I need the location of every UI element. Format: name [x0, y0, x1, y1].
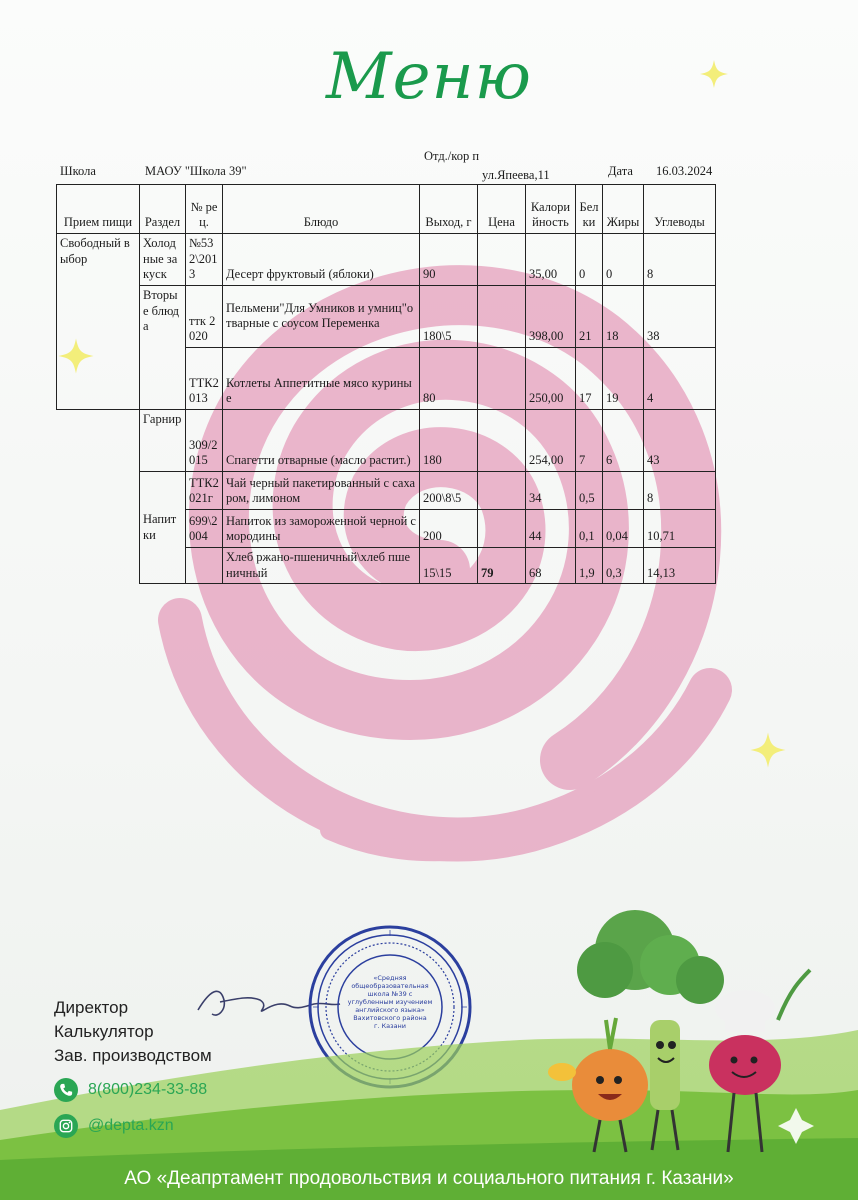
- fat-cell: 18: [603, 285, 644, 347]
- svg-text:английского языка»: английского языка»: [355, 1006, 425, 1014]
- recipe-cell: №532\2013: [186, 234, 223, 286]
- kcal-cell: 35,00: [526, 234, 576, 286]
- kcal-cell: 254,00: [526, 409, 576, 471]
- price-cell: [478, 285, 526, 347]
- calculator-label: Калькулятор: [54, 1022, 154, 1041]
- fat-cell: 19: [603, 347, 644, 409]
- section-cell: Вторые блюда: [140, 285, 186, 409]
- kcal-cell: 68: [526, 547, 576, 583]
- column-header: Углеводы: [644, 185, 716, 234]
- protein-cell: 17: [576, 347, 603, 409]
- school-label: Школа: [60, 164, 96, 178]
- kcal-cell: 398,00: [526, 285, 576, 347]
- column-header: Раздел: [140, 185, 186, 234]
- school-value: МАОУ "Школа 39": [145, 164, 247, 178]
- menu-table: [56, 184, 716, 584]
- protein-cell: 0: [576, 234, 603, 286]
- dish-cell: Котлеты Аппетитные мясо куриные: [223, 347, 420, 409]
- protein-cell: 0,1: [576, 509, 603, 547]
- address: ул.Япеева,11: [482, 168, 550, 182]
- dish-cell: Напиток из замороженной черной смородины: [223, 509, 420, 547]
- empty-cell: [57, 547, 140, 583]
- carbs-cell: 14,13: [644, 547, 716, 583]
- empty-cell: [57, 509, 140, 547]
- table-row: [57, 409, 716, 471]
- section-cell: Холодные закуск: [140, 234, 186, 286]
- yield-cell: 180: [420, 409, 478, 471]
- sparkle-icon: [698, 58, 730, 90]
- empty-cell: [57, 409, 140, 471]
- yield-cell: 200: [420, 509, 478, 547]
- recipe-cell: ттк 2020: [186, 285, 223, 347]
- dept-label: Отд./кор п: [424, 149, 480, 163]
- yield-cell: 15\15: [420, 547, 478, 583]
- dish-cell: Десерт фруктовый (яблоки): [223, 234, 420, 286]
- protein-cell: 21: [576, 285, 603, 347]
- kcal-cell: 34: [526, 471, 576, 509]
- sparkle-icon: [748, 730, 788, 770]
- empty-cell: [57, 471, 140, 509]
- recipe-cell: 699\2004: [186, 509, 223, 547]
- column-header: Блюдо: [223, 185, 420, 234]
- dish-cell: Пельмени"Для Умников и умниц"отварные с соусом Переменка: [223, 285, 420, 347]
- yield-cell: 90: [420, 234, 478, 286]
- dish-cell: Спагетти отварные (масло растит.): [223, 409, 420, 471]
- column-header: Калорийность: [526, 185, 576, 234]
- table-row: [57, 285, 716, 347]
- vegetable-characters-illustration: [520, 890, 820, 1170]
- date-value: 16.03.2024: [656, 164, 713, 178]
- phone-contact[interactable]: [54, 1078, 207, 1102]
- phone-icon: [54, 1078, 78, 1102]
- price-cell: [478, 409, 526, 471]
- column-header: Прием пищи: [57, 185, 140, 234]
- dish-cell: Хлеб ржано-пшеничный\хлеб пшеничный: [223, 547, 420, 583]
- protein-cell: 0,5: [576, 471, 603, 509]
- kcal-cell: 44: [526, 509, 576, 547]
- svg-text:углубленным изучением: углубленным изучением: [347, 998, 433, 1006]
- fat-cell: 0,04: [603, 509, 644, 547]
- yield-cell: 200\8\5: [420, 471, 478, 509]
- meal-cell: Свободный выбор: [57, 234, 140, 410]
- table-row: [57, 234, 716, 286]
- manager-label: Зав. производством: [54, 1046, 212, 1065]
- fat-cell: 6: [603, 409, 644, 471]
- svg-text:г. Казани: г. Казани: [373, 1022, 407, 1030]
- column-header: Жиры: [603, 185, 644, 234]
- phone-number: 8(800)234-33-88: [88, 1081, 208, 1098]
- onion-character: [548, 1018, 648, 1152]
- column-header: Цена: [478, 185, 526, 234]
- svg-text:общеобразовательная: общеобразовательная: [351, 982, 429, 990]
- section-cell: Напитки: [140, 471, 186, 583]
- price-cell: [478, 347, 526, 409]
- column-header: Выход, г: [420, 185, 478, 234]
- price-cell: [478, 509, 526, 547]
- instagram-contact[interactable]: [54, 1114, 174, 1138]
- fat-cell: 0,3: [603, 547, 644, 583]
- instagram-handle: @depta.kzn: [88, 1117, 174, 1134]
- yield-cell: 180\5: [420, 285, 478, 347]
- fat-cell: [603, 471, 644, 509]
- svg-text:«Средняя: «Средняя: [373, 974, 407, 982]
- page-title: Меню: [326, 40, 532, 114]
- dish-cell: Чай черный пакетированный с сахаром, лимоном: [223, 471, 420, 509]
- price-cell: 79: [478, 547, 526, 583]
- recipe-cell: [186, 547, 223, 583]
- protein-cell: 1,9: [576, 547, 603, 583]
- table-row: [57, 471, 716, 509]
- svg-text:школа №39 с: школа №39 с: [367, 990, 413, 998]
- footer-organization: АО «Деапртамент продовольствия и социального питания г. Казани»: [124, 1168, 734, 1189]
- carbs-cell: 8: [644, 234, 716, 286]
- carbs-cell: 4: [644, 347, 716, 409]
- column-header: Белки: [576, 185, 603, 234]
- protein-cell: 7: [576, 409, 603, 471]
- table-header-row: [57, 185, 716, 234]
- price-cell: [478, 234, 526, 286]
- carbs-cell: 8: [644, 471, 716, 509]
- carbs-cell: 10,71: [644, 509, 716, 547]
- section-cell: Гарнир: [140, 409, 186, 471]
- recipe-cell: ТТК2021г: [186, 471, 223, 509]
- recipe-cell: ТТК2013: [186, 347, 223, 409]
- column-header: № рец.: [186, 185, 223, 234]
- kcal-cell: 250,00: [526, 347, 576, 409]
- instagram-icon: [54, 1114, 78, 1138]
- director-label: Директор: [54, 998, 129, 1017]
- fat-cell: 0: [603, 234, 644, 286]
- recipe-cell: 309/2015: [186, 409, 223, 471]
- price-cell: [478, 471, 526, 509]
- svg-text:Вахитовского района: Вахитовского района: [353, 1014, 427, 1022]
- date-label: Дата: [608, 164, 633, 178]
- carbs-cell: 43: [644, 409, 716, 471]
- yield-cell: 80: [420, 347, 478, 409]
- carbs-cell: 38: [644, 285, 716, 347]
